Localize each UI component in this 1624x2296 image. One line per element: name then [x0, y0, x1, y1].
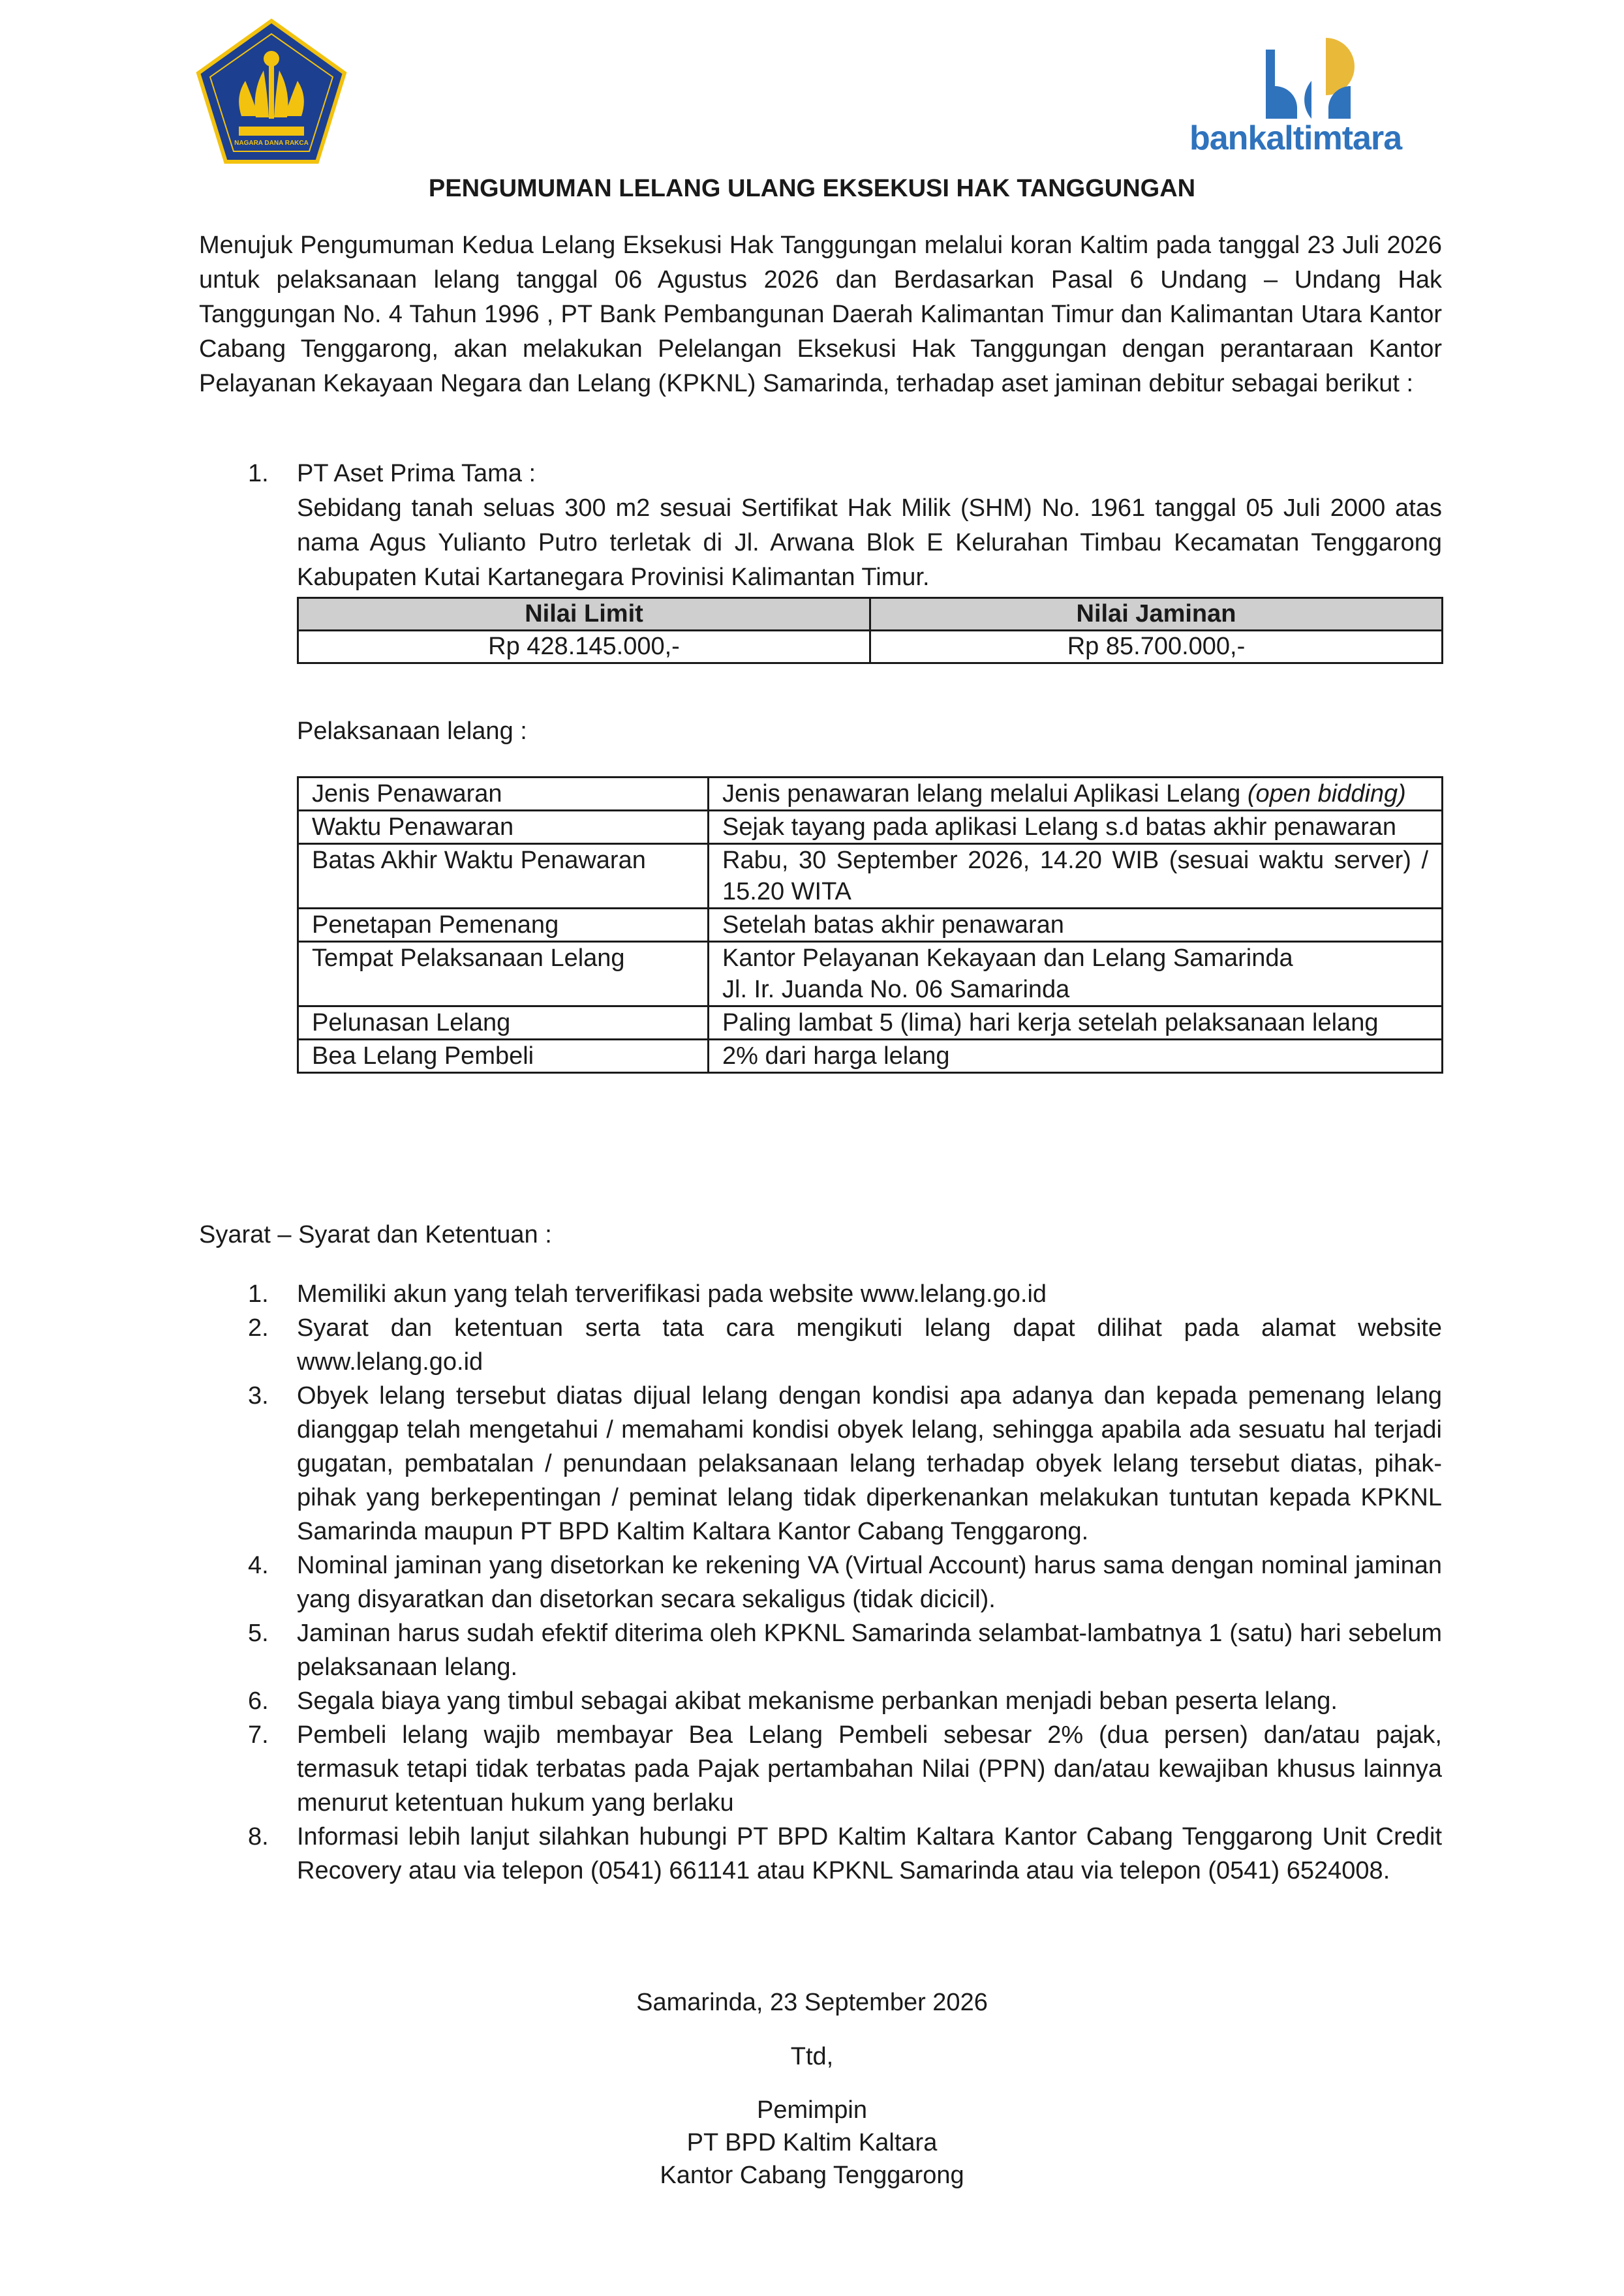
row-label: Batas Akhir Waktu Penawaran: [298, 844, 709, 909]
page-title: PENGUMUMAN LELANG ULANG EKSEKUSI HAK TANGGUNGAN: [428, 175, 1196, 202]
table-row: [298, 1006, 1443, 1040]
intro-paragraph: Menujuk Pengumuman Kedua Lelang Eksekusi Hak Tanggungan melalui koran Kaltim pada tanggal 23 Juli 2026 untuk pelaksanaan lelang tanggal 06 Agustus 2026 dan Berdasarkan Pasal 6 Undang – Undang Hak Tanggungan No. 4 Tahun 1996 , PT Bank Pembangunan Daerah Kalimantan Timur dan Kalimantan Utara Kantor Cabang Tenggarong, akan melakukan Pelelangan Eksekusi Hak Tanggungan dengan perantaraan Kantor Pelayanan Kekayaan Negara dan Lelang (KPKNL) Samarinda, terhadap aset jaminan debitur sebagai berikut :: [199, 232, 1442, 397]
italic-value: (open bidding): [1247, 780, 1406, 808]
signature-place-date: Samarinda, 23 September 2026: [636, 1989, 988, 2016]
list-item: 2. Syarat dan ketentuan serta tata cara mengikuti lelang dapat dilihat pada alamat website www.lelang.go.id: [248, 1314, 1442, 1376]
table-row: [298, 811, 1443, 844]
table-header-row: [298, 598, 1443, 631]
row-label: Waktu Penawaran: [298, 811, 709, 844]
signature-company: PT BPD Kaltim Kaltara: [686, 2129, 938, 2156]
row-label: Pelunasan Lelang: [298, 1006, 709, 1040]
list-item: 6. Segala biaya yang timbul sebagai akibat mekanisme perbankan menjadi beban peserta lelang.: [248, 1687, 1338, 1715]
signature-position: Pemimpin: [757, 2096, 867, 2124]
signature-block: [0, 2094, 1624, 2192]
asset-content: [297, 457, 1442, 595]
asset-debtor: PT Aset Prima Tama :: [297, 460, 536, 487]
limit-table: [297, 597, 1443, 664]
row-value: 2% dari harga lelang: [709, 1040, 1443, 1073]
header-nilai-jaminan: Nilai Jaminan: [870, 598, 1443, 631]
row-value: Kantor Pelayanan Kekayaan dan Lelang Samarinda Jl. Ir. Juanda No. 06 Samarinda: [709, 942, 1443, 1006]
table-row: [298, 631, 1443, 663]
row-value: Paling lambat 5 (lima) hari kerja setelah pelaksanaan lelang: [709, 1006, 1443, 1040]
row-value: Jenis penawaran lelang melalui Aplikasi Lelang (open bidding): [709, 778, 1443, 811]
list-item: 5. Jaminan harus sudah efektif diterima oleh KPKNL Samarinda selambat-lambatnya 1 (satu) hari sebelum pelaksanaan lelang.: [248, 1620, 1442, 1681]
table-row: [298, 909, 1443, 942]
asset-number: 1.: [248, 460, 269, 487]
signature-branch: Kantor Cabang Tenggarong: [660, 2162, 964, 2189]
row-label: Bea Lelang Pembeli: [298, 1040, 709, 1073]
header-nilai-limit: Nilai Limit: [298, 598, 870, 631]
signature-ttd: Ttd,: [790, 2043, 834, 2070]
logo-caption: NAGARA DANA RAKCA: [234, 140, 309, 147]
row-label: Penetapan Pemenang: [298, 909, 709, 942]
table-row: [298, 1040, 1443, 1073]
bank-brand-name: bankaltimtara: [1189, 119, 1402, 157]
list-item: 1. Memiliki akun yang telah terverifikasi pada website www.lelang.go.id: [248, 1280, 1047, 1308]
row-value: Sejak tayang pada aplikasi Lelang s.d batas akhir penawaran: [709, 811, 1443, 844]
row-value: Setelah batas akhir penawaran: [709, 909, 1443, 942]
row-label: Jenis Penawaran: [298, 778, 709, 811]
list-item: 8. Informasi lebih lanjut silahkan hubungi PT BPD Kaltim Kaltara Kantor Cabang Tenggarong Unit Credit Recovery atau via telepon (0541) 661141 atau KPKNL Samarinda atau via telepon (0541) 6524008.: [248, 1823, 1442, 1884]
table-row: [298, 778, 1443, 811]
table-row: [298, 942, 1443, 1006]
table-row: [298, 844, 1443, 909]
row-label: Tempat Pelaksanaan Lelang: [298, 942, 709, 1006]
execution-heading: Pelaksanaan lelang :: [297, 718, 527, 745]
value-nilai-limit: Rp 428.145.000,-: [298, 631, 870, 663]
terms-list: [199, 1277, 1442, 1888]
list-item: 7. Pembeli lelang wajib membayar Bea Lelang Pembeli sebesar 2% (dua persen) dan/atau pajak, termasuk tetapi tidak terbatas pada Pajak pertambahan Nilai (PPN) dan/atau kewajiban khusus lainnya menurut ketentuan hukum yang berlaku: [248, 1721, 1442, 1817]
list-item: 4. Nominal jaminan yang disetorkan ke rekening VA (Virtual Account) harus sama dengan nominal jaminan yang disyaratkan dan disetorkan secara sekaligus (tidak dicicil).: [248, 1552, 1442, 1613]
terms-heading: Syarat – Syarat dan Ketentuan :: [199, 1221, 552, 1248]
row-value: Rabu, 30 September 2026, 14.20 WIB (sesuai waktu server) / 15.20 WITA: [709, 844, 1443, 909]
asset-description: Sebidang tanah seluas 300 m2 sesuai Sertifikat Hak Milik (SHM) No. 1961 tanggal 05 Juli 2000 atas nama Agus Yulianto Putro terletak di Jl. Arwana Blok E Kelurahan Timbau Kecamatan Tenggarong Kabupaten Kutai Kartanegara Provinisi Kalimantan Timur.: [297, 494, 1442, 591]
kemenkeu-logo-icon: [196, 18, 347, 164]
list-item: 3. Obyek lelang tersebut diatas dijual lelang dengan kondisi apa adanya dan kepada pemenang lelang dianggap telah mengetahui / memahami kondisi obyek lelang, sehingga apabila ada sesuatu hal terjadi gugatan, pembatalan / penundaan pelaksanaan lelang terhadap obyek lelang tersebut diatas, pihak-pihak yang berkepentingan / peminat lelang tidak diperkenankan melakukan tuntutan kepada KPKNL Samarinda maupun PT BPD Kaltim Kaltara Kantor Cabang Tenggarong.: [248, 1382, 1442, 1545]
value-nilai-jaminan: Rp 85.700.000,-: [870, 631, 1443, 663]
execution-table: [297, 776, 1443, 1074]
